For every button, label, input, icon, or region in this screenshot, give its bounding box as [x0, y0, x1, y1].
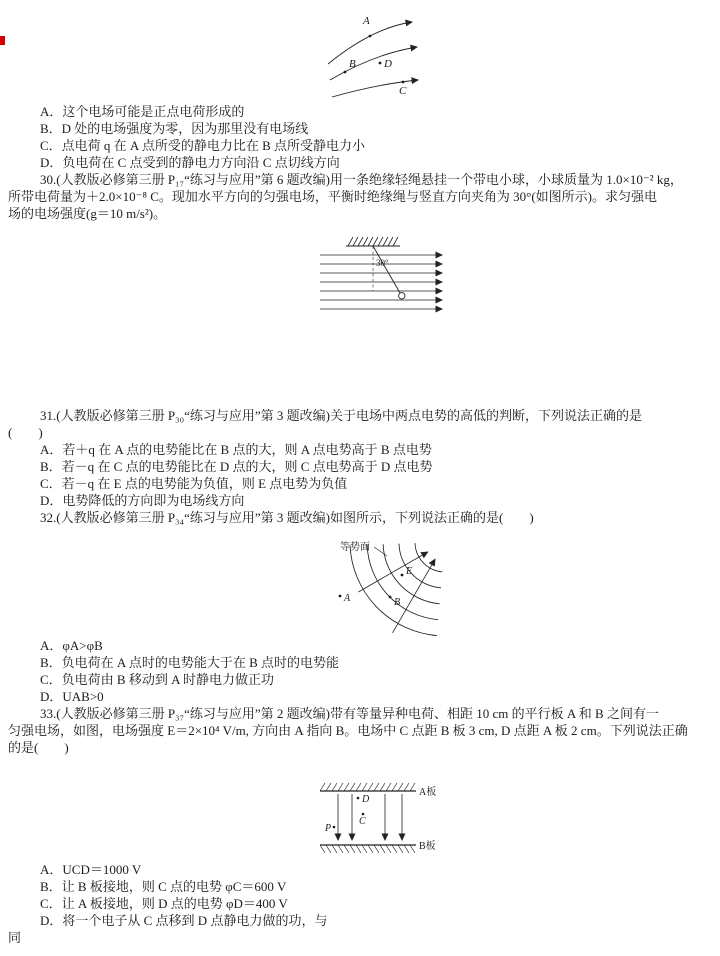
equipotential-arcs — [350, 543, 442, 636]
point-d-label: D — [384, 58, 392, 70]
q33-text-line3: 的是( ) — [8, 740, 69, 755]
q32-text-line: 32.(人教版必修第三册 P₃₄“练习与应用”第 3 题改编)如图所示，下列说法正确的是( ) — [40, 510, 534, 525]
prev-option-b: B．D 处的电场强度为零，因为那里没有电场线 — [40, 121, 309, 136]
q30-text-line3: 场的电场强度(g＝10 m/s²)。 — [8, 206, 167, 221]
q32-option-b: B．负电荷在 A 点时的电势能大于在 B 点时的电势能 — [40, 655, 340, 670]
figure-pendulum-field — [316, 233, 452, 321]
scan-artifact-mark — [0, 36, 5, 45]
point-a-dot — [339, 595, 342, 598]
equipotential-arc — [415, 543, 442, 572]
point-c-label: C — [359, 816, 366, 827]
q31-option-b: B．若－q 在 C 点的电势能比在 D 点的大，则 C 点电势高于 D 点电势 — [40, 459, 433, 474]
point-d-dot — [357, 797, 360, 800]
field-arrows-down — [338, 794, 402, 840]
field-line-top — [328, 22, 412, 64]
label-leader-line — [374, 547, 387, 556]
q33-option-c: C．让 A 板接地，则 D 点的电势 φD＝400 V — [40, 896, 288, 911]
q30-text-line1: 30.(人教版必修第三册 P₁₇“练习与应用”第 6 题改编)用一条绝缘轻绳悬挂一个带电小球，小球质量为 1.0×10⁻² kg， — [40, 172, 683, 187]
q32-option-d: D．UAB>0 — [40, 689, 104, 704]
q31-option-c: C．若－q 在 E 点的电势能为负值，则 E 点电势为负值 — [40, 476, 348, 491]
point-d-label: D — [362, 794, 370, 805]
point-b-dot — [389, 596, 392, 599]
point-b-dot — [344, 71, 347, 74]
q31-option-a: A．若＋q 在 A 点的电势能比在 B 点的大，则 A 点电势高于 B 点电势 — [40, 442, 432, 457]
prev-option-d: D．负电荷在 C 点受到的静电力方向沿 C 点切线方向 — [40, 155, 340, 170]
q33-option-a: A．UCD＝1000 V — [40, 862, 142, 877]
charged-ball — [399, 293, 405, 299]
point-a-label: A — [363, 15, 370, 27]
figure-curved-field-lines — [315, 10, 445, 105]
point-e-label: E — [406, 566, 413, 577]
point-c-dot — [402, 81, 405, 84]
q33-text-line2: 匀强电场，如图，电场强度 E＝2×10⁴ V/m, 方向由 A 指向 B。电场中 C 点距 B 板 3 cm, D 点距 A 板 2 cm。下列说法正确 — [8, 723, 688, 738]
q31-text-line1: 31.(人教版必修第三册 P₃₀“练习与应用”第 3 题改编)关于电场中两点电势的高低的判断，下列说法正确的是 — [40, 408, 642, 423]
q32-option-c: C．负电荷由 B 移动到 A 时静电力做正功 — [40, 672, 275, 687]
insulating-string — [373, 246, 400, 293]
plate-b-hatch — [320, 845, 415, 853]
point-e-dot — [401, 574, 404, 577]
q33-option-d: D．将一个电子从 C 点移到 D 点静电力做的功，与 — [40, 913, 328, 928]
q33-text-line1: 33.(人教版必修第三册 P₃₇“练习与应用”第 2 题改编)带有等量异种电荷、相距 10 cm 的平行板 A 和 B 之间有一 — [40, 706, 659, 721]
q33-text-tail: 同 — [8, 930, 22, 945]
point-p-dot — [333, 826, 336, 829]
q32-option-a: A．φA>φB — [40, 638, 103, 653]
point-c-dot — [362, 813, 365, 816]
q31-option-d: D．电势降低的方向即为电场线方向 — [40, 493, 245, 508]
point-b-label: B — [349, 58, 356, 70]
prev-option-a: A．这个电场可能是正点电荷形成的 — [40, 104, 245, 119]
q33-option-b: B．让 B 板接地，则 C 点的电势 φC＝600 V — [40, 879, 287, 894]
point-d-dot — [379, 62, 382, 65]
figure-equipotential-surfaces — [330, 530, 448, 636]
plate-a-label: A板 — [419, 787, 437, 798]
plate-b-label: B板 — [419, 841, 436, 852]
point-a-label: A — [344, 593, 351, 604]
prev-option-c: C．点电荷 q 在 A 点所受的静电力比在 B 点所受静电力小 — [40, 138, 366, 153]
plate-a-hatch — [320, 783, 415, 791]
ceiling-hatch — [348, 237, 398, 246]
equipotential-arc — [350, 545, 437, 635]
point-p-label: P — [325, 823, 332, 834]
q30-text-line2: 所带电荷量为＋2.0×10⁻⁸ C。现加水平方向的匀强电场，平衡时绝缘绳与竖直方向夹角为 30°(如图所示)。求匀强电 — [8, 189, 658, 204]
point-b-label: B — [394, 597, 401, 608]
q31-text-line2: ( ) — [8, 425, 43, 440]
point-a-dot — [369, 35, 372, 38]
figure-parallel-plates — [316, 780, 456, 860]
point-c-label: C — [399, 85, 407, 97]
equipotential-label: 等势面 — [340, 542, 370, 553]
angle-label: 30° — [376, 258, 389, 268]
